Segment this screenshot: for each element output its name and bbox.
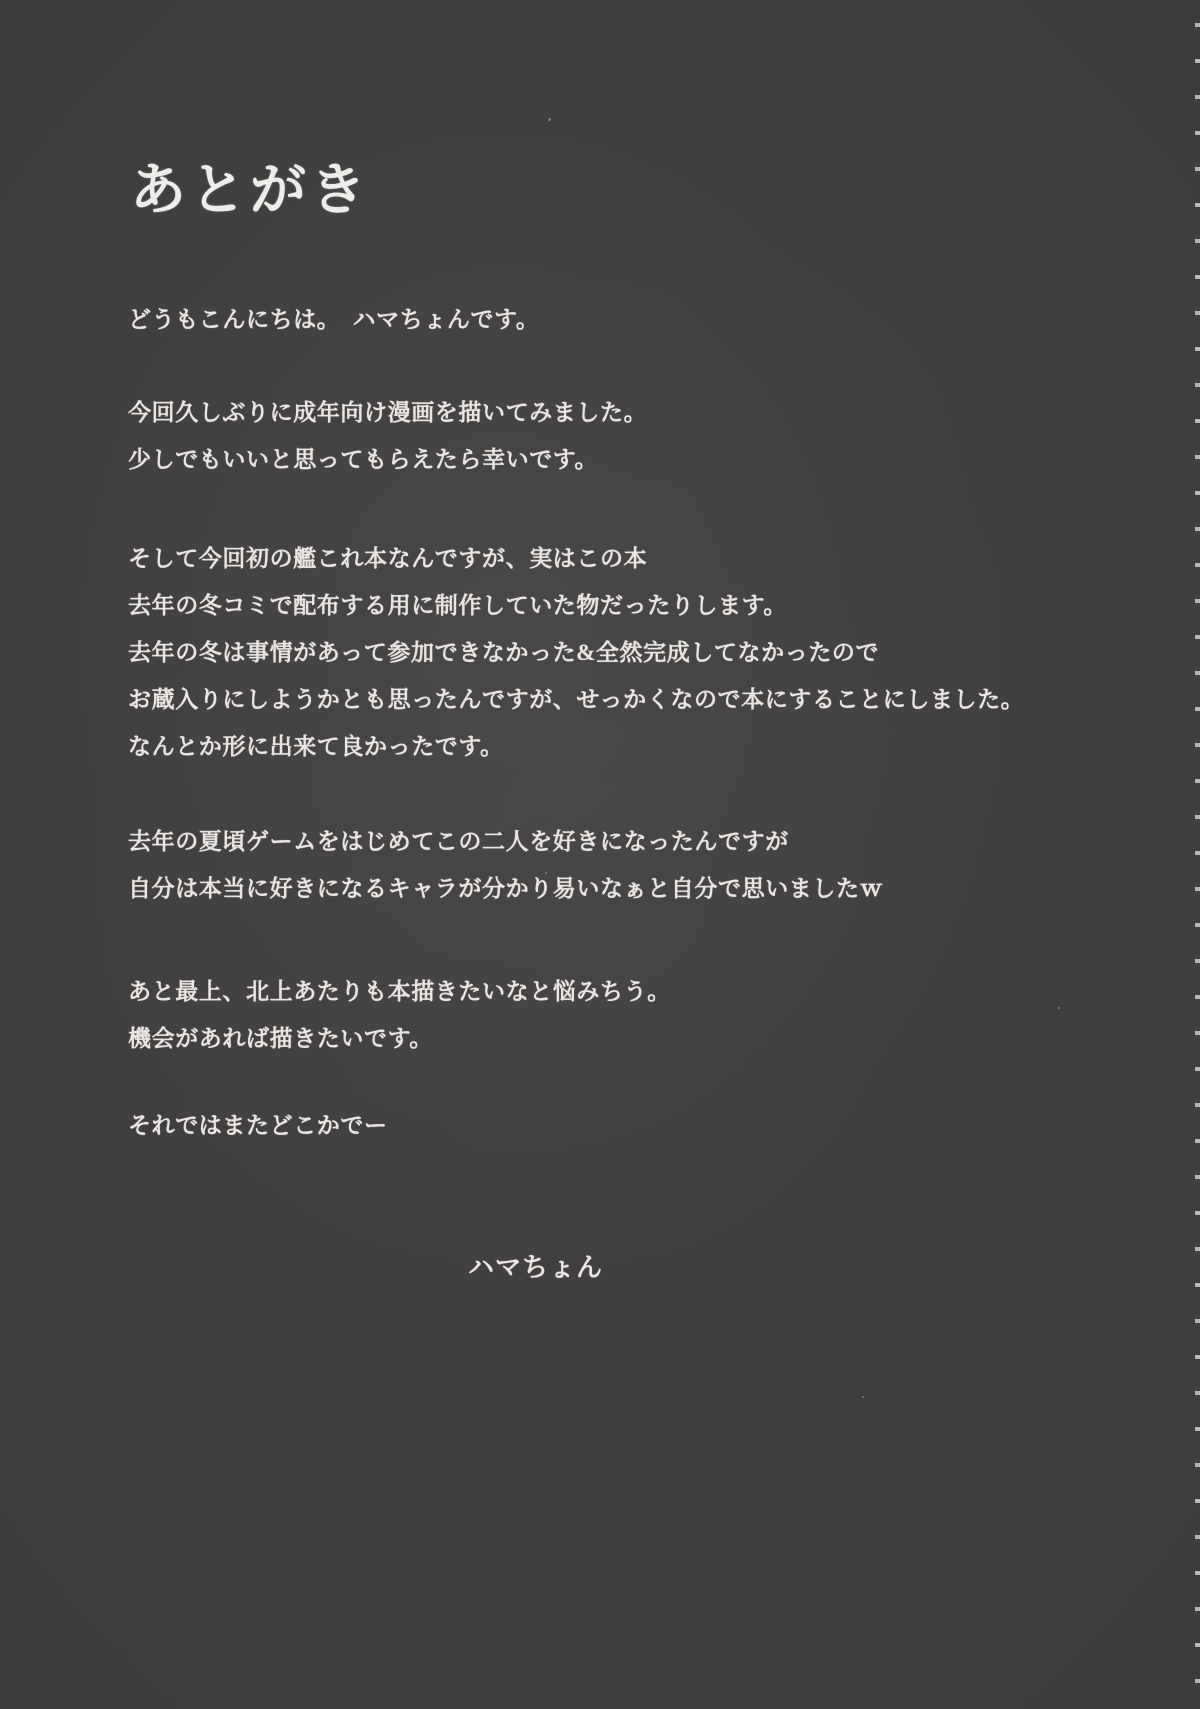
afterword-paragraph-future (128, 968, 1140, 1062)
author-signature: ハマちょん (468, 1253, 604, 1282)
afterword-line: お蔵入りにしようかとも思ったんですが、せっかくなので本にすることにしました。 (128, 687, 1025, 712)
afterword-line: 今回久しぶりに成年向け漫画を描いてみました。 (128, 400, 648, 425)
afterword-line: 去年の冬コミで配布する用に制作していた物だったりします。 (128, 593, 787, 618)
afterword-paragraph-background (128, 535, 1140, 770)
afterword-line: 去年の冬は事情があって参加できなかった&全然完成してなかったので (128, 640, 880, 665)
afterword-paragraph-characters (128, 818, 1140, 912)
dust-speck (1058, 1007, 1060, 1009)
afterword-line: そして今回初の艦これ本なんですが、実はこの本 (128, 546, 648, 571)
afterword-paragraph-intro (128, 389, 1140, 483)
afterword-line: なんとか形に出来て良かったです。 (128, 734, 504, 759)
dust-speck (548, 118, 551, 121)
afterword-line: 機会があれば描きたいです。 (128, 1026, 433, 1051)
afterword-line: それではまたどこかでー (128, 1113, 388, 1138)
afterword-paragraph-greeting (128, 296, 1140, 343)
afterword-line: どうもこんにちは。 ハマちょんです。 (128, 307, 540, 332)
afterword-line: 少しでもいいと思ってもらえたら幸いです。 (128, 447, 599, 472)
afterword-line: 自分は本当に好きになるキャラが分かり易いなぁと自分で思いましたｗ (128, 876, 884, 901)
afterword-line: 去年の夏頃ゲームをはじめてこの二人を好きになったんですが (128, 829, 789, 854)
page-title: あとがき (130, 160, 370, 222)
afterword-line: あと最上、北上あたりも本描きたいなと悩みちう。 (128, 979, 671, 1004)
page-edge-perforation (1195, 8, 1200, 1709)
dust-speck (545, 872, 547, 874)
afterword-paragraph-closing (128, 1102, 1140, 1149)
dust-speck (862, 1396, 864, 1398)
